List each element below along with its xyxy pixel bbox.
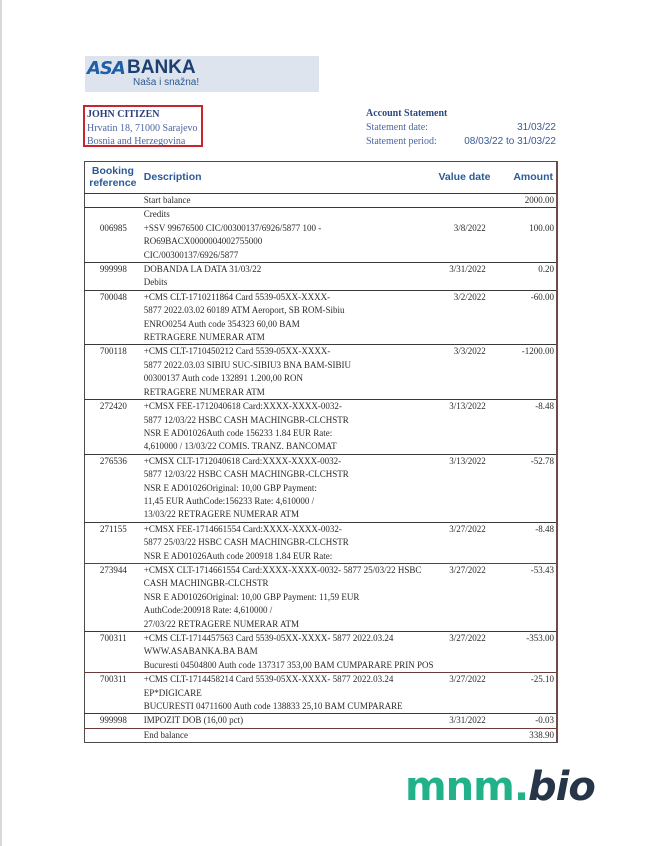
value-date: 3/2/2022 [435,290,503,345]
booking-reference: 999998 [85,714,141,728]
table-row [85,454,558,522]
watermark-part-2: bio [528,764,595,810]
description-line: 5877 12/03/22 HSBC CASH MACHINGBR-CLCHSTR [143,414,349,425]
description-line: End balance [143,729,188,740]
description-line: 11,45 EUR AuthCode:156233 Rate: 4,610000 / [143,495,315,506]
description-line: NSR E AD01026Auth code 156233 1.84 EUR Rate: [143,427,333,438]
description-line: NSR E AD01026Auth code 200918 1.84 EUR Rate: [143,550,333,561]
description-line: RETRAGERE NUMERAR ATM [143,386,265,397]
description-line: +CMSX CLT-1714661554 Card:XXXX-XXXX-0032- 5877 25/03/22 HSBC [143,564,422,575]
booking-reference: 273944 [85,563,141,631]
description-line: BUCURESTI 04711600 Auth code 138833 25,10 BAM CUMPARARE [143,701,403,712]
description-line: DOBANDA LA DATA 31/03/22 [143,264,262,275]
description-line: +SSV 99676500 CIC/00300137/6926/5877 100 - [143,222,322,233]
amount: -52.78 [504,454,557,522]
statement-date-label: Statement date: [366,122,428,133]
description-line: +CMS CLT-1714458214 Card 5539-05XX-XXXX- 5877 2022.03.24 [143,674,394,685]
value-date [435,728,503,742]
value-date: 3/27/2022 [435,563,503,631]
statement-title: Account Statement [366,108,448,119]
value-date [435,194,503,208]
transaction-description [141,290,436,345]
description-line: WWW.ASABANKA.BA BAM [143,646,258,657]
transaction-description [141,194,436,208]
description-line: Debits [143,277,168,288]
table-row [85,263,558,291]
table-row [85,345,558,400]
logo-mark: ASA [87,58,125,79]
table-row [85,728,558,742]
amount: -1200.00 [504,345,557,400]
description-line: +CMSX FEE-1714661554 Card:XXXX-XXXX-0032- [143,523,342,534]
booking-reference: 272420 [85,400,141,455]
value-date: 3/8/2022 [435,208,503,263]
transaction-description [141,345,436,400]
booking-reference [85,728,141,742]
table-row [85,714,558,728]
booking-reference: 006985 [85,208,141,263]
description-line: 4,610000 / 13/03/22 COMIS. TRANZ. BANCOMAT [143,441,337,452]
description-line: 5877 25/03/22 HSBC CASH MACHINGBR-CLCHSTR [143,537,349,548]
table-row [85,208,558,263]
value-date: 3/27/2022 [435,673,503,714]
amount: -0.03 [504,714,557,728]
value-date: 3/13/2022 [435,454,503,522]
description-line: CASH MACHINGBR-CLCHSTR [143,578,269,589]
table-row [85,522,558,563]
statement-date-value: 31/03/22 [517,122,556,133]
description-line: IMPOZIT DOB (16,00 pct) [143,715,244,726]
statement-period-row [366,135,556,149]
transaction-description [141,400,436,455]
customer-country: Bosnia and Herzegovina [87,136,186,147]
header-value-date: Value date [435,162,503,194]
description-line: 00300137 Auth code 132891 1.200,00 RON [143,373,304,384]
description-line: +CMSX FEE-1712040618 Card:XXXX-XXXX-0032- [143,401,342,412]
value-date: 3/27/2022 [435,632,503,673]
transaction-description [141,632,436,673]
amount: 0.20 [504,263,557,291]
table-row [85,290,558,345]
amount: 338.90 [504,728,557,742]
statement-period-label: Statement period: [366,136,437,147]
description-line: +CMS CLT-1710450212 Card 5539-05XX-XXXX- [143,346,331,357]
page-edge [0,0,2,846]
transactions-body [85,194,558,743]
amount: -53.43 [504,563,557,631]
transaction-description [141,454,436,522]
description-line: AuthCode:200918 Rate: 4,610000 / [143,605,273,616]
statement-period-value: 08/03/22 to 31/03/22 [464,136,556,147]
booking-reference: 271155 [85,522,141,563]
description-line: NSR E AD01026Original: 10,00 GBP Payment: 11,59 EUR [143,591,360,602]
description-line: Credits [143,209,170,220]
description-line: 5877 12/03/22 HSBC CASH MACHINGBR-CLCHSTR [143,469,349,480]
amount: -25.10 [504,673,557,714]
statement-info [366,107,556,149]
description-line: 27/03/22 RETRAGERE NUMERAR ATM [143,618,300,629]
header-description: Description [141,162,436,194]
description-line: +CMS CLT-1710211864 Card 5539-05XX-XXXX- [143,291,331,302]
amount: -8.48 [504,400,557,455]
description-line: 13/03/22 RETRAGERE NUMERAR ATM [143,509,300,520]
value-date: 3/27/2022 [435,522,503,563]
table-row [85,194,558,208]
booking-reference: 700048 [85,290,141,345]
customer-address: Hrvatin 18, 71000 Sarajevo [87,122,198,134]
amount: -353.00 [504,632,557,673]
transactions-table [84,161,558,743]
booking-reference: 276536 [85,454,141,522]
description-line: 5877 2022.03.03 SIBIU SUC-SIBIU3 BNA BAM-SIBIU [143,359,352,370]
watermark-part-1: mnm. [405,764,529,810]
logo-tagline: Naša i snažna! [133,77,200,88]
transaction-description [141,208,436,263]
transaction-description [141,563,436,631]
description-line: Bucuresti 04504800 Auth code 137317 353,00 BAM CUMPARARE PRIN POS [143,659,434,670]
table-row [85,400,558,455]
transaction-description [141,522,436,563]
table-row [85,632,558,673]
description-line: +CMSX CLT-1712040618 Card:XXXX-XXXX-0032- [143,455,342,466]
value-date: 3/3/2022 [435,345,503,400]
description-line: RO69BACX0000004002755000 [143,236,263,247]
table-row [85,673,558,714]
description-line: Start balance [143,195,191,205]
amount: -60.00 [504,290,557,345]
transaction-description [141,673,436,714]
booking-reference [85,194,141,208]
table-header-row [85,162,558,194]
description-line: ENRO0254 Auth code 354323 60,00 BAM [143,318,300,329]
booking-reference: 999998 [85,263,141,291]
description-line: NSR E AD01026Original: 10,00 GBP Payment: [143,482,317,493]
description-line: +CMS CLT-1714457563 Card 5539-05XX-XXXX- 5877 2022.03.24 [143,633,394,643]
value-date: 3/31/2022 [435,263,503,291]
transaction-description [141,728,436,742]
description-line: EP*DIGICARE [143,687,202,698]
customer-name: JOHN CITIZEN [87,109,160,120]
booking-reference: 700118 [85,345,141,400]
amount: 100.00 [504,208,557,263]
watermark-logo [405,764,595,810]
booking-reference: 700311 [85,632,141,673]
description-line: RETRAGERE NUMERAR ATM [143,332,265,343]
value-date: 3/31/2022 [435,714,503,728]
customer-address-block [83,105,203,147]
value-date: 3/13/2022 [435,400,503,455]
amount: 2000.00 [504,194,557,208]
description-line: CIC/00300137/6926/5877 [143,249,239,260]
booking-reference: 700311 [85,673,141,714]
description-line: 5877 2022.03.02 60189 ATM Aeroport, SB ROM-Sibiu [143,305,345,316]
table-row [85,563,558,631]
header-amount: Amount [504,162,557,194]
transaction-description [141,263,436,291]
amount: -8.48 [504,522,557,563]
transaction-description [141,714,436,728]
logo-name: BANKA [127,57,196,78]
header-booking-reference: Booking reference [85,162,141,194]
statement-date-row [366,121,556,135]
